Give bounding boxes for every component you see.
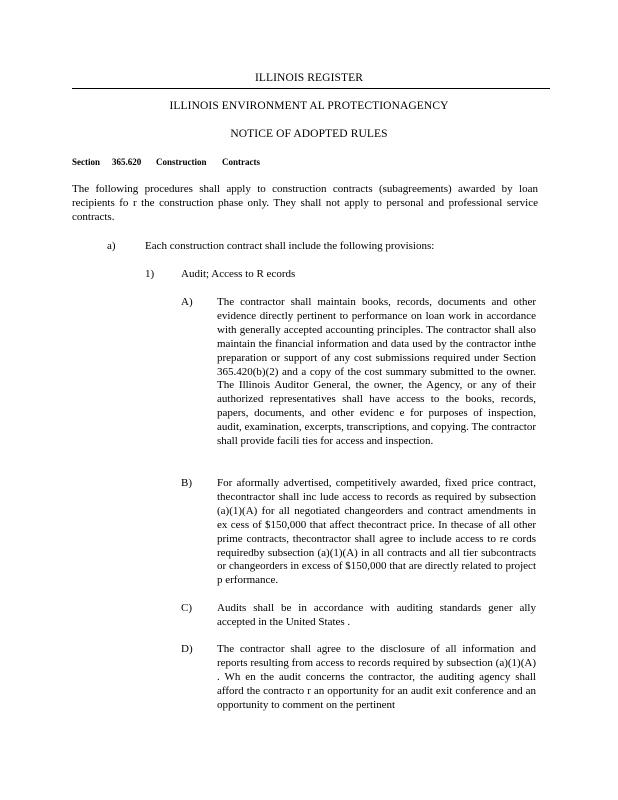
subitem-D-label: D): [181, 643, 193, 655]
section-number: 365.620: [112, 157, 142, 167]
section-title-word-2: Contracts: [222, 157, 260, 167]
section-label: Section: [72, 157, 100, 167]
register-title: ILLINOIS REGISTER: [254, 72, 364, 84]
subitem-D-text: The contractor shall agree to the disclosure of all information and reports resulting from access to records required by subsection (a)(1)(A) . Wh en the audit concerns the contractor, the auditing agency shall afford the contracto r an opportunity for an audit exit conference and an opportunity to comment on the pertinent: [217, 643, 536, 711]
item-1-label: 1): [145, 268, 155, 280]
item-a-text: Each construction contract shall include the following provisions:: [145, 240, 435, 252]
intro-paragraph: The following procedures shall apply to construction contracts (subagreements) awarded by loan recipients fo r the construction phase only. They shall not apply to personal and professional service contracts.: [72, 183, 538, 223]
item-a-label: a): [107, 240, 116, 252]
subitem-B-text: For aformally advertised, competitively awarded, fixed price contract, thecontractor shall inc lude access to records as required by subsection (a)(1)(A) for all negotiated changeorders and contract amendments in ex cess of $150,000 that affect thecontract price. In thecase of all other prime contracts, thecontractor shall agree to include access to re cords requiredby subsection (a)(1)(A) in all contracts and all tier subcontracts or changeorders in excess of $150,000 that are directly related to project p erformance.: [217, 477, 536, 587]
item-1-text: Audit; Access to R ecords: [181, 268, 296, 280]
subitem-A-label: A): [181, 296, 193, 308]
section-heading: [72, 157, 260, 167]
subitem-A-text: The contractor shall maintain books, records, documents and other evidence directly pertinent to performance on loan work in accordance with generally accepted accounting principles. The contractor shall also maintain the financial information and data used by the contractor inthe preparation or support of any cost submissions required under Section 365.420(b)(2) and a copy of the cost summary submitted to the owner. The Illinois Auditor General, the owner, the Agency, or any of their authorized representatives shall have access to the books, records, papers, documents, and other evidenc e for purposes of inspection, audit, examination, excerpts, transcriptions, and copying. The contractor shall provide facili ties for access and inspection.: [217, 296, 536, 448]
header-rule: [72, 88, 550, 89]
subitem-C-label: C): [181, 602, 192, 614]
section-title-word-1: Construction: [156, 157, 207, 167]
subitem-B-label: B): [181, 477, 192, 489]
notice-title: NOTICE OF ADOPTED RULES: [230, 128, 388, 140]
agency-title: ILLINOIS ENVIRONMENT AL PROTECTIONAGENCY: [169, 100, 449, 112]
subitem-C-text: Audits shall be in accordance with auditing standards gener ally accepted in the United States .: [217, 602, 536, 628]
